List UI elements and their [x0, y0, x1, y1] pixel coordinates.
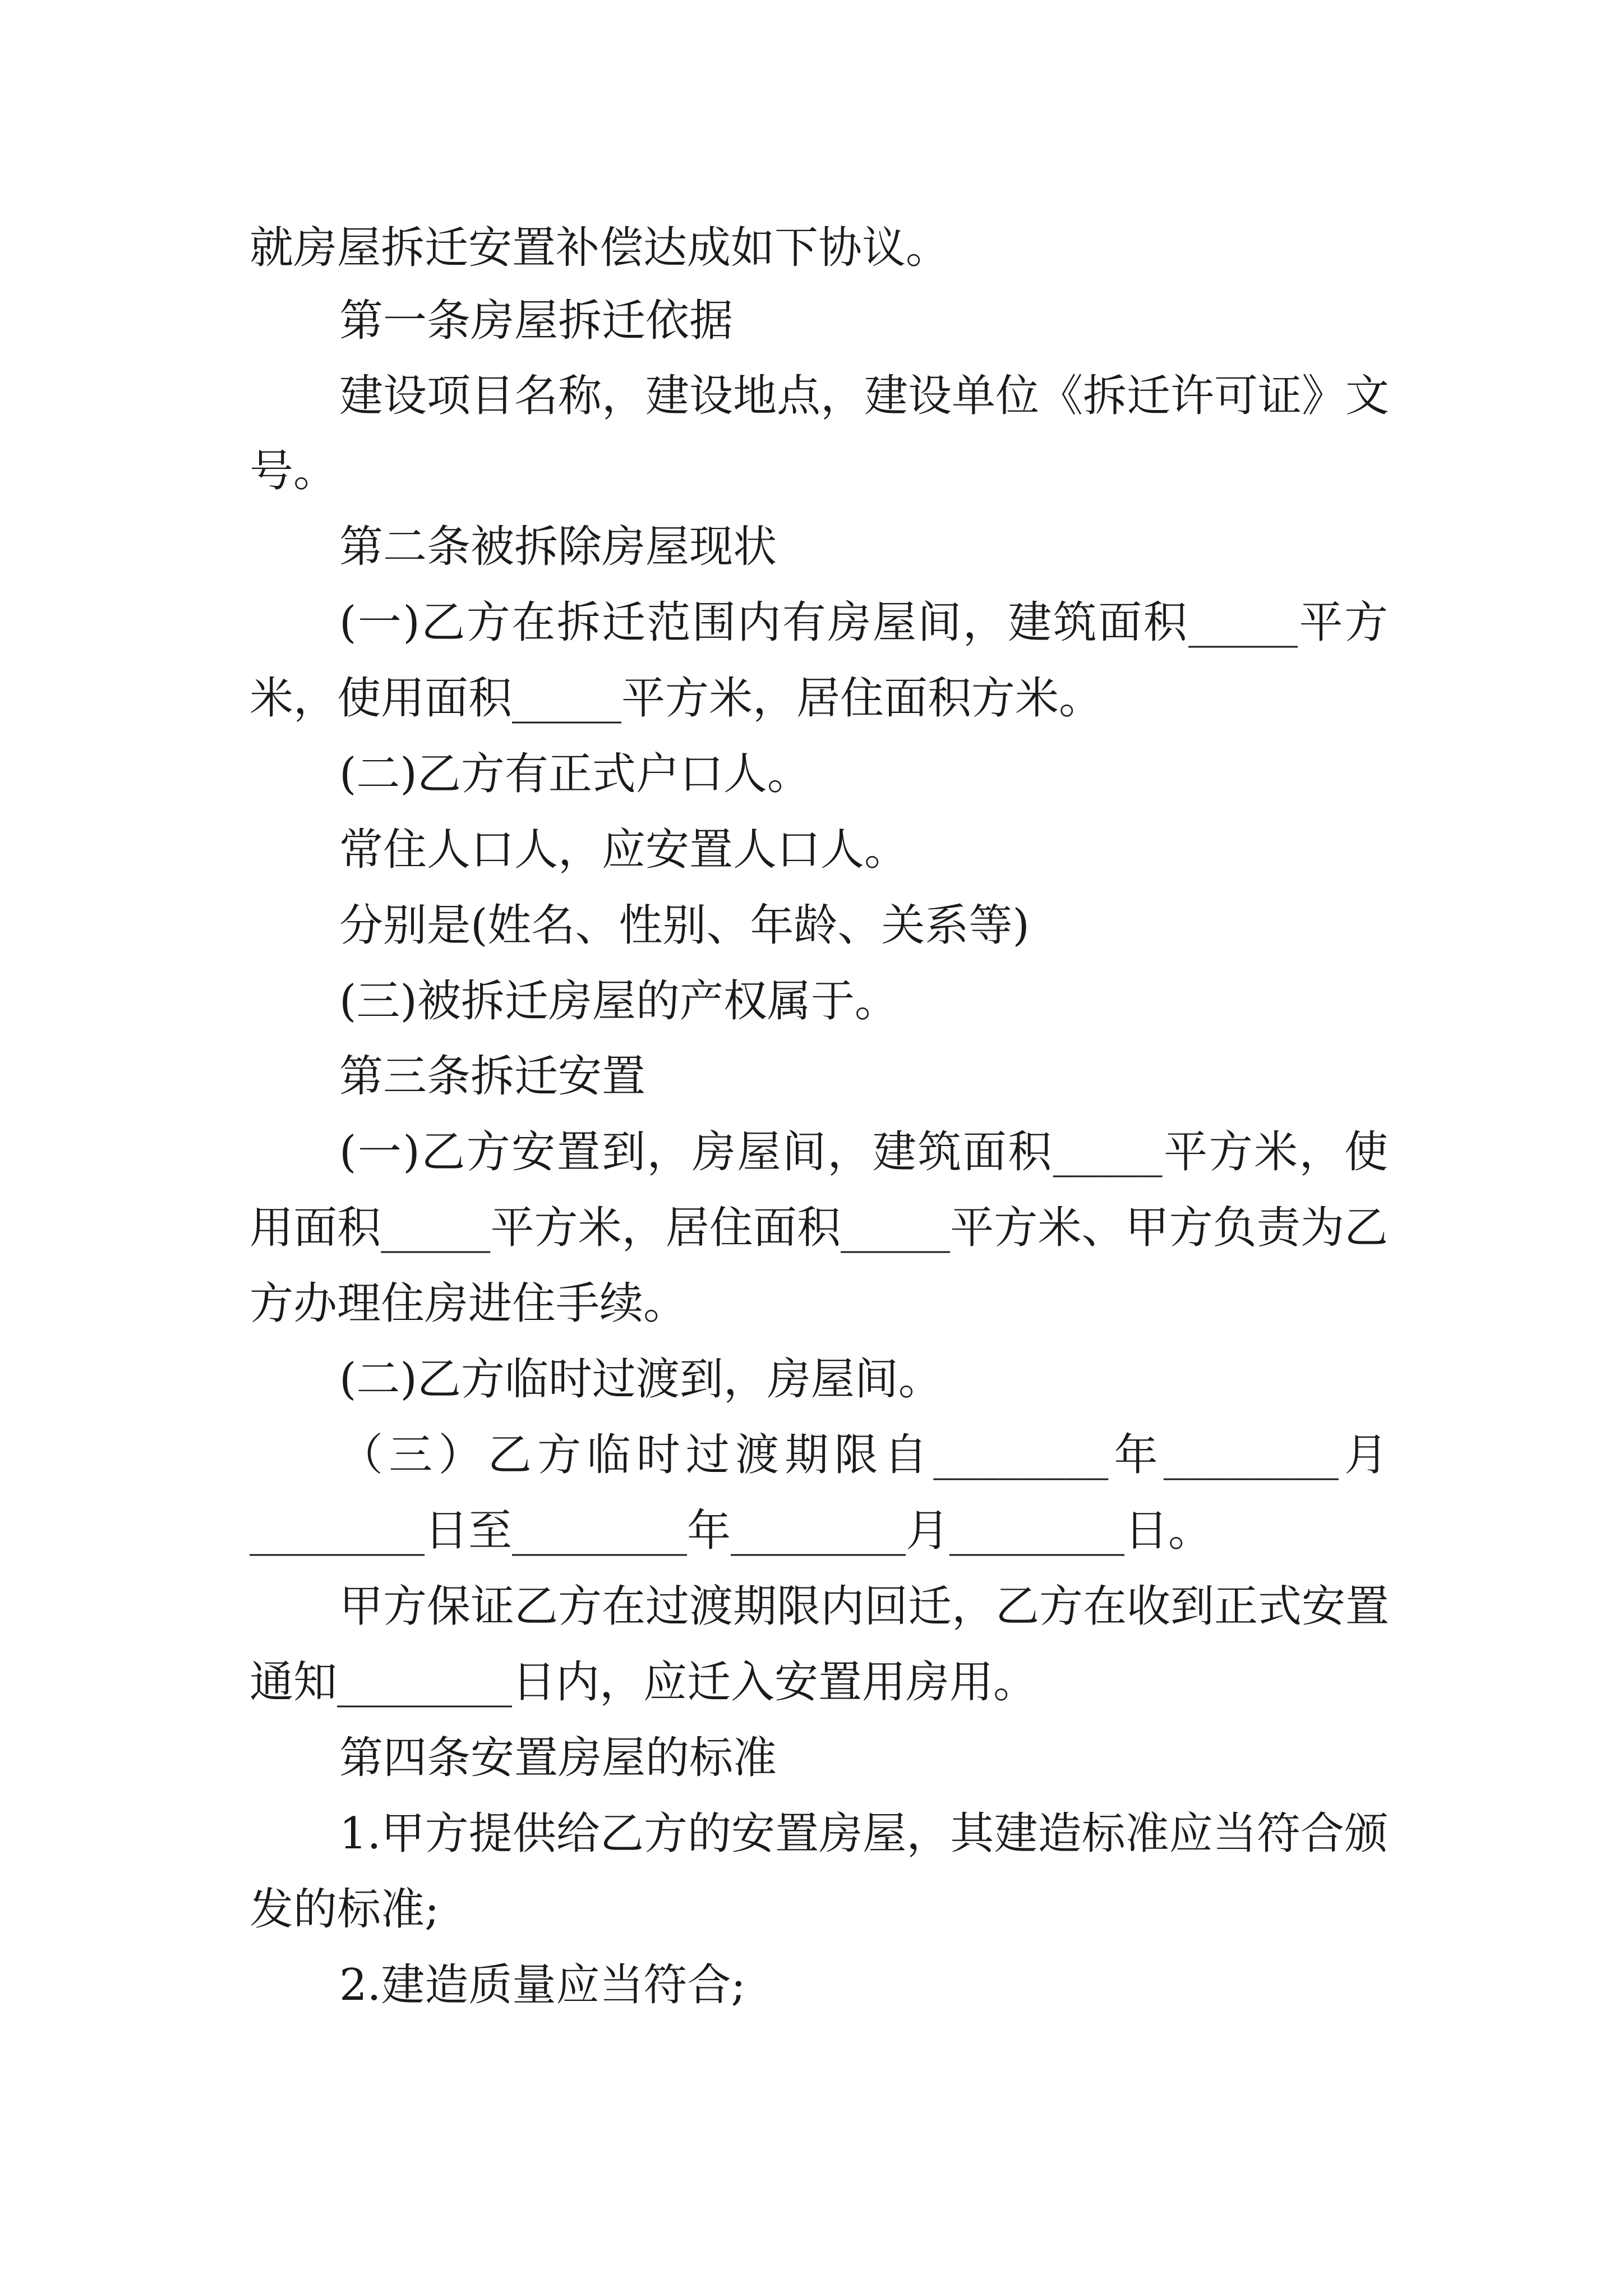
section-heading: 第三条拆迁安置: [339, 1051, 646, 1102]
paragraph-line: ________日至________年________月________日。: [250, 1506, 1212, 1556]
paragraph-line: 通知________日内，应迁入安置用房用。: [250, 1657, 1038, 1708]
paragraph-line: 米，使用面积_____平方米，居住面积方米。: [250, 673, 1103, 724]
paragraph-line: 常住人口人，应安置人口人。: [339, 825, 909, 875]
paragraph-line: (三)被拆迁房屋的产权属于。: [339, 976, 898, 1027]
paragraph-line: 分别是(姓名、性别、年龄、关系等): [339, 900, 1030, 951]
paragraph-line: (二)乙方临时过渡到，房屋间。: [339, 1354, 942, 1405]
paragraph-line: (一)乙方在拆迁范围内有房屋间，建筑面积_____平方: [339, 597, 1388, 648]
paragraph-line: 号。: [250, 446, 338, 496]
paragraph-line: (二)乙方有正式户口人。: [339, 749, 811, 799]
paragraph-line: 用面积_____平方米，居住面积_____平方米、甲方负责为乙: [250, 1203, 1388, 1253]
paragraph-line: 就房屋拆迁安置补偿达成如下协议。: [250, 223, 950, 273]
paragraph-line: (一)乙方安置到，房屋间，建筑面积_____平方米，使: [339, 1127, 1388, 1177]
section-heading: 第一条房屋拆迁依据: [339, 296, 734, 346]
paragraph-line: 1.甲方提供给乙方的安置房屋，其建造标准应当符合颁: [339, 1809, 1388, 1859]
paragraph-line: （三）乙方临时过渡期限自________年________月: [339, 1430, 1388, 1480]
paragraph-line: 建设项目名称，建设地点，建设单位《拆迁许可证》文: [339, 371, 1390, 421]
paragraph-line: 方办理住房进住手续。: [250, 1278, 688, 1329]
paragraph-line: 2.建造质量应当符合;: [339, 1960, 746, 2010]
section-heading: 第四条安置房屋的标准: [339, 1733, 777, 1783]
paragraph-line: 甲方保证乙方在过渡期限内回迁，乙方在收到正式安置: [339, 1581, 1390, 1632]
paragraph-line: 发的标准;: [250, 1884, 440, 1935]
section-heading: 第二条被拆除房屋现状: [339, 522, 777, 572]
